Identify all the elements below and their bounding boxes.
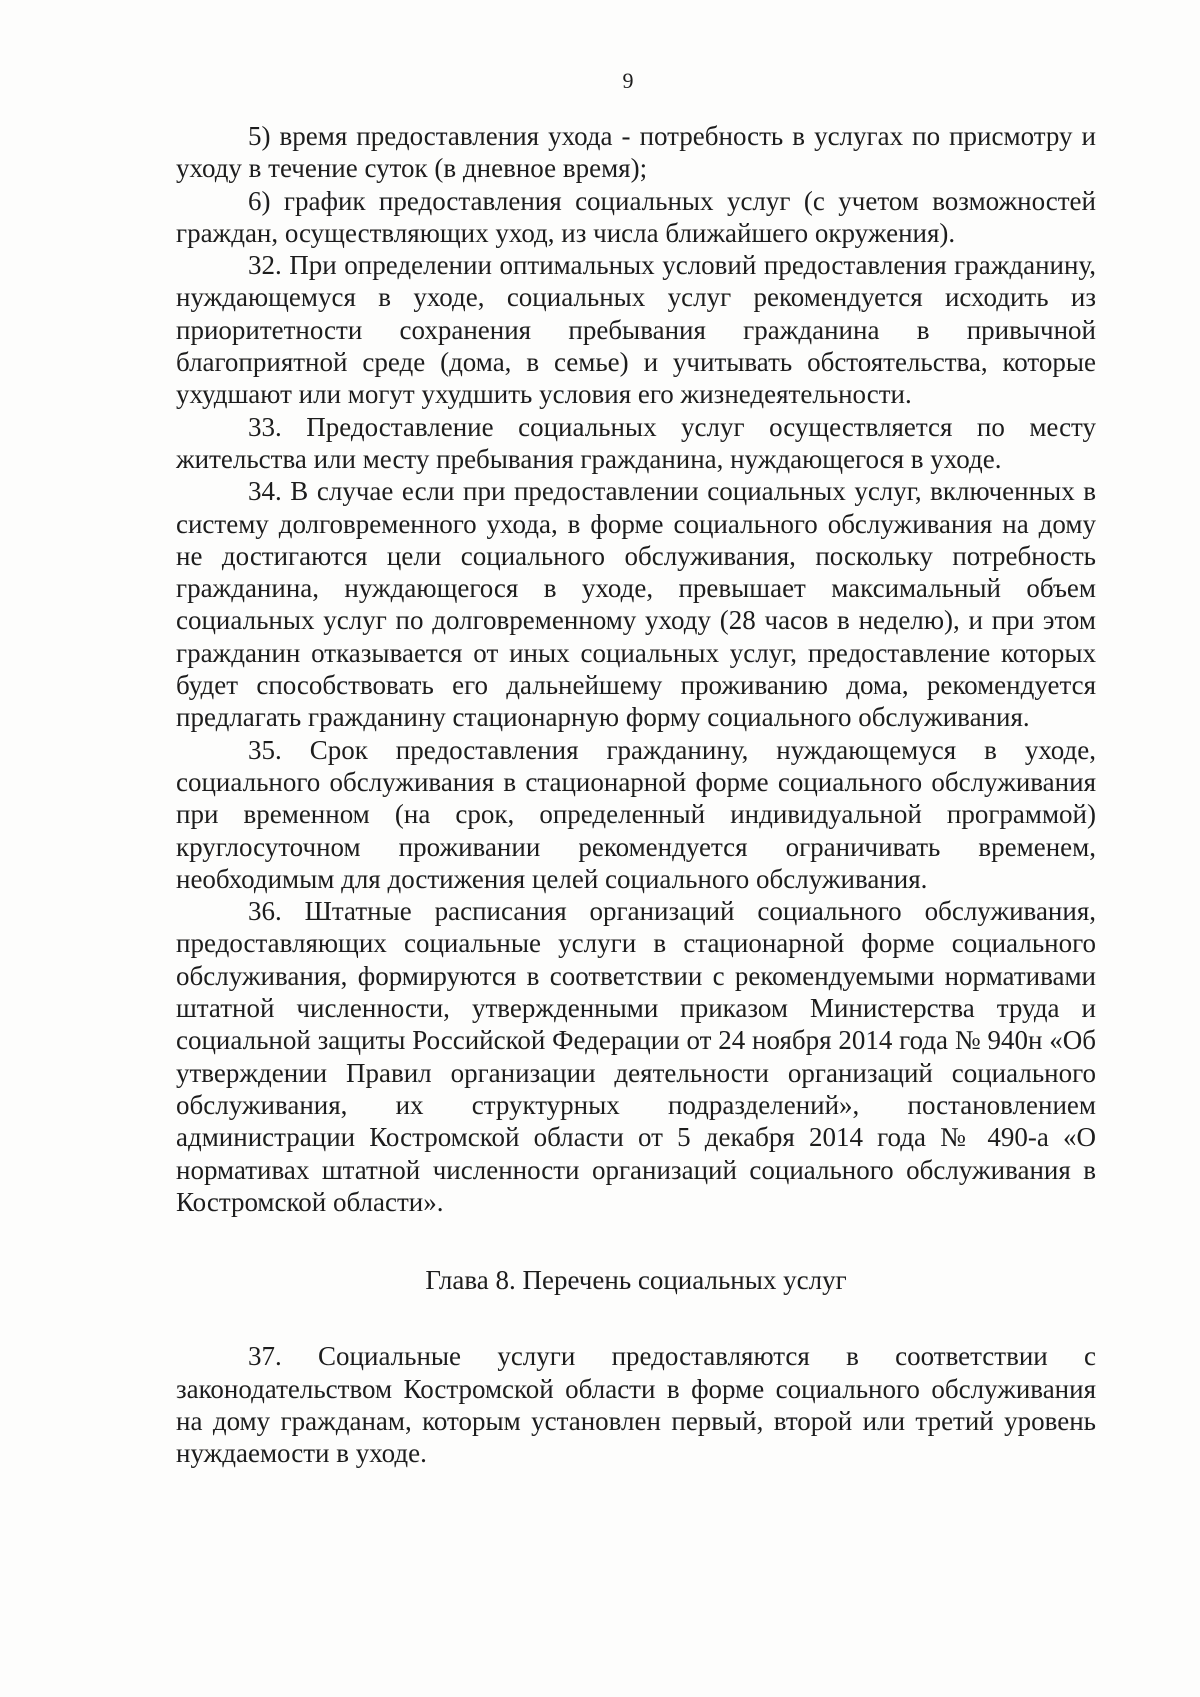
paragraph-36: 36. Штатные расписания организаций социального обслуживания, предоставляющих социальные услуги в стационарной форме социального обслуживания, формируются в соответствии с рекомендуемыми нормативами штатной численности, утвержденными приказом Министерства труда и социальной защиты Российской Федерации от 24 ноября 2014 года № 940н «Об утверждении Правил организации деятельности организаций социального обслуживания, их структурных подразделений», постановлением администрации Костромской области от 5 декабря 2014 года № 490-а «О нормативах штатной численности организаций социального обслуживания в Костромской области».: [176, 896, 1096, 1217]
paragraph-34: 34. В случае если при предоставлении социальных услуг, включенных в систему долговременного ухода, в форме социального обслуживания на дому не достигаются цели социального обслуживания, поскольку потребность гражданина, нуждающегося в уходе, превышает максимальный объем социальных услуг по долговременному уходу (28 часов в неделю), и при этом гражданин отказывается от иных социальных услуг, предоставление которых будет способствовать его дальнейшему проживанию дома, рекомендуется предлагать гражданину стационарную форму социального обслуживания.: [176, 476, 1096, 733]
list-item-6: 6) график предоставления социальных услуг (с учетом возможностей граждан, осуществляющих уход, из числа ближайшего окружения).: [176, 185, 1096, 248]
paragraph-35: 35. Срок предоставления гражданину, нуждающемуся в уходе, социального обслуживания в стационарной форме социального обслуживания при временном (на срок, определенный индивидуальной программой) круглосуточном проживании рекомендуется ограничивать временем, необходимым для достижения целей социального обслуживания.: [176, 734, 1096, 894]
document-body: [176, 120, 1096, 1470]
chapter-heading: Глава 8. Перечень социальных услуг: [425, 1265, 847, 1296]
paragraph-32: 32. При определении оптимальных условий предоставления гражданину, нуждающемуся в уходе, социальных услуг рекомендуется исходить из приоритетности сохранения пребывания гражданина в привычной благоприятной среде (дома, в семье) и учитывать обстоятельства, которые ухудшают или могут ухудшить условия его жизнедеятельности.: [176, 250, 1096, 410]
list-item-5: 5) время предоставления ухода - потребность в услугах по присмотру и уходу в течение суток (в дневное время);: [176, 121, 1096, 184]
paragraph-33: 33. Предоставление социальных услуг осуществляется по месту жительства или месту пребывания гражданина, нуждающегося в уходе.: [176, 411, 1096, 474]
paragraph-37: 37. Социальные услуги предоставляются в соответствии с законодательством Костромской области в форме социального обслуживания на дому гражданам, которым установлен первый, второй или третий уровень нуждаемости в уходе.: [176, 1341, 1096, 1469]
page-number: 9: [622, 68, 634, 93]
